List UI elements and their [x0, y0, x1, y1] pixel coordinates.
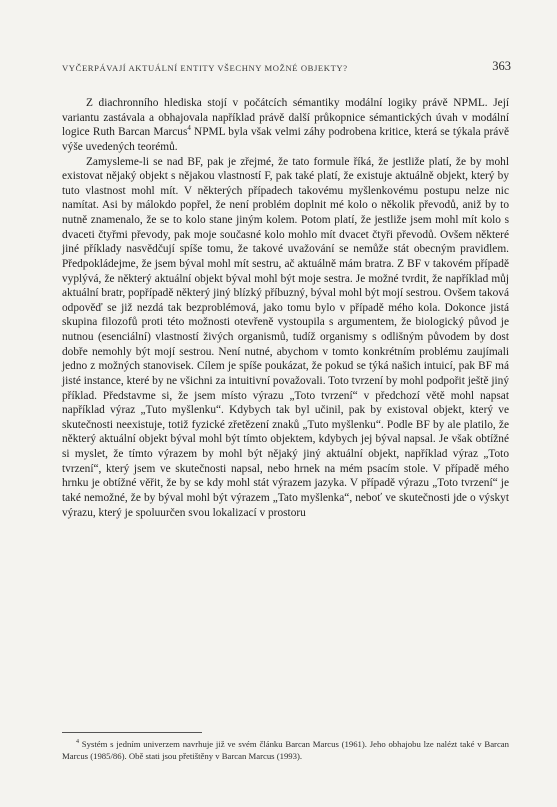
- page-number: 363: [492, 59, 511, 73]
- footnote: [62, 739, 509, 762]
- running-head: VYČERPÁVAJÍ AKTUÁLNÍ ENTITY VŠECHNY MOŽNÉ OBJEKTY?: [62, 63, 348, 73]
- paragraph-text: NPML byla však velmi záhy podrobena kritice, která se týkala právě výše uvedených teorémů.: [62, 126, 509, 153]
- paragraph: [62, 96, 509, 155]
- footnote-divider: [62, 732, 202, 733]
- paragraph-text: Z diachronního hlediska stojí v počátcích sémantiky modální logiky právě NPML. Její variantu zastávala a obhajovala například právě další průkopnice sémantických úvah v modální logice Ruth Barcan Marcus: [62, 97, 509, 139]
- footnote-number: 4: [76, 739, 79, 745]
- footnote-marker: 4: [187, 124, 191, 133]
- page-header: [62, 59, 511, 77]
- paragraph: Zamysleme-li se nad BF, pak je zřejmé, že tato formule říká, že jestliže platí, že by mohl existovat nějaký objekt s nějakou vlastností F, pak také platí, že existuje aktuálně objekt, který by tuto vlastnost mohl mít. V některých případech takovému myšlenkovému postupu nelze nic namítat. Asi by málokdo popřel, že není problém doplnit mé kolo o několik převodů, aniž by to nutně znamenalo, že se to kolo stane jiným kolem. Potom platí, že jestliže jsem mohl mít kolo s dvaceti čtyřmi převody, pak moje současné kolo mohlo mít dvacet čtyři převodů. Ovšem některé jiné příklady nasvědčují spíše tomu, že takové uvažování se nemůže stát obecným pravidlem. Předpokládejme, že jsem býval mohl mít sestru, ač aktuálně mám bratra. Z BF v takovém případě vyplývá, že některý aktuální objekt býval mohl být moje sestra. Je možné tvrdit, že například můj aktuální bratr, popřípadě některý jiný blízký příbuzný, býval mohl být mojí sestrou. Ovšem taková odpověď se již nezdá tak bezproblémová, jako tomu bylo v případě mého kola. Dokonce jistá skupina filozofů proti této možnosti otevřeně vystoupila s argumentem, že biologický původ je nutnou (esenciální) vlastností živých organismů, tudíž organismy s odlišným původem by dost dobře nemohly být mojí sestrou. Není nutné, abychom v tomto konkrétním problému zaujímali jedno z možných stanovisek. Cílem je spíše poukázat, že pokud se týká našich intuicí, pak BF má jisté instance, které by ne všichni za intuitivní považovali. Toto tvrzení by mohl podpořit ještě jiný příklad. Představme si, že jsem místo výrazu „Toto tvrzení“ v předchozí větě mohl napsat například výraz „Tuto myšlenku“. Kdybych tak byl učinil, pak by existoval objekt, který ve skutečnosti neexistuje, totiž fyzické zřetězení znaků „Tuto myšlenku“. Podle BF by ale platilo, že některý aktuální objekt býval mohl být tímto objektem, kdybych jej býval napsal. Je však obtížné si myslet, že tímto výrazem by mohl být nějaký jiný aktuální objekt, například výraz „Toto tvrzení“, který jsem ve skutečnosti napsal, nebo hrnek na mém psacím stole. V případě mého hrnku je obtížné věřit, že by se kdy mohl stát výrazem jazyka. V případě výrazu „Toto tvrzení“ je také nemožné, že by býval mohl být výrazem „Tato myšlenka“, neboť ve skutečnosti jde o výskyt výrazu, který je spoluurčen svou lokalizací v prostoru: [62, 155, 509, 519]
- main-text: [62, 96, 509, 520]
- footnote-text: Systém s jedním univerzem navrhuje již ve svém článku Barcan Marcus (1961). Jeho obhajobu lze nalézt také v Barcan Marcus (1985/86). Obě stati jsou přetištěny v Barcan Marcus (1993).: [62, 739, 509, 761]
